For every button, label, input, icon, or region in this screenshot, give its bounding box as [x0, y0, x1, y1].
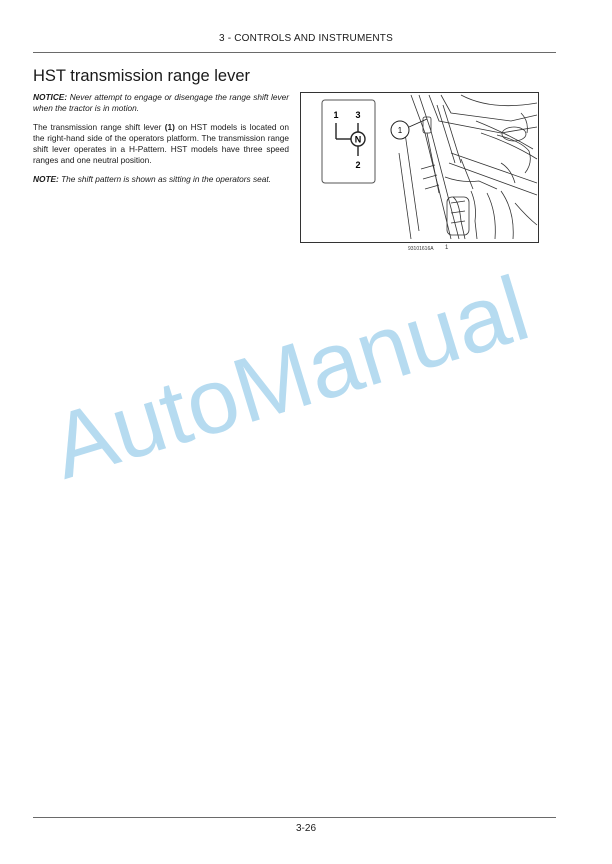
note-text: The shift pattern is shown as sitting in the operators seat. — [58, 174, 271, 184]
notice-label: NOTICE: — [33, 92, 68, 102]
lever-illustration — [301, 93, 538, 242]
description-before: The transmission range shift lever — [33, 122, 165, 132]
page-number: 3-26 — [295, 823, 316, 834]
callout-number: 1 — [397, 126, 403, 135]
watermark-text: AutoManual — [40, 257, 540, 499]
page-header-title: 3 - CONTROLS AND INSTRUMENTS — [219, 33, 393, 44]
figure-illustration — [300, 92, 539, 243]
callout-leader — [409, 119, 427, 127]
footer-divider — [33, 817, 556, 818]
body-column — [33, 92, 289, 193]
tractor-platform-drawing — [399, 95, 537, 239]
figure-number: 1 — [445, 245, 449, 251]
description-paragraph — [33, 122, 289, 166]
pattern-pos-1: 1 — [333, 110, 339, 120]
description-after: on HST models is located on the right-hand side of the operators platform. The transmission range shift lever operates in a H-Pattern. HST models have three speed ranges and one neutral position. — [33, 122, 289, 165]
shift-pattern-inset — [322, 100, 375, 183]
header-divider — [33, 52, 556, 53]
section-heading: HST transmission range lever — [33, 67, 251, 85]
note-paragraph — [33, 174, 289, 185]
pattern-pos-2: 2 — [355, 160, 361, 170]
lever-reference: (1) — [164, 122, 175, 132]
pattern-neutral: N — [354, 134, 362, 145]
note-label: NOTE: — [33, 174, 59, 184]
notice-paragraph — [33, 92, 289, 114]
pattern-pos-3: 3 — [355, 110, 361, 120]
figure-caption-id: 93101616A — [408, 246, 434, 252]
notice-text: Never attempt to engage or disengage the range shift lever when the tractor is in motion. — [33, 92, 289, 113]
